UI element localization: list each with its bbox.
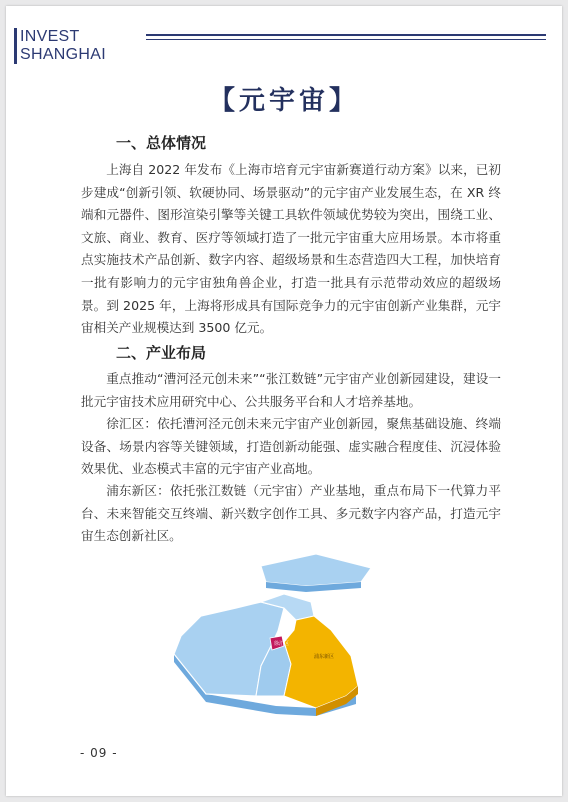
brand-accent-bar [14, 28, 17, 64]
pudong-paragraph: 浦东新区：依托张江数链（元宇宙）产业基地，重点布局下一代算力平台、未来智能交互终端、新兴数字创作工具、多元数字内容产品，打造元宇宙生态创新社区。 [81, 483, 501, 544]
header-rule-thin [146, 39, 546, 40]
map-pudong [284, 616, 358, 708]
page-title: 【元宇宙】 [208, 86, 359, 116]
page-number: - 09 - [80, 746, 118, 760]
section-heading-overview: 一、总体情况 [116, 134, 207, 152]
map-label-pudong: 浦东新区 [314, 654, 335, 660]
brand-line-2: SHANGHAI [20, 46, 106, 63]
section-heading-layout: 二、产业布局 [116, 344, 207, 362]
shanghai-district-map [166, 546, 386, 726]
overview-paragraph: 上海自 2022 年发布《上海市培育元宇宙新赛道行动方案》以来，已初步建成“创新引领、软硬协同、场景驱动”的元宇宙产业发展生态，在 XR 终端和元器件、图形渲染引擎等关键工具软件领域优势较为突出，围绕工业、文旅、商业、教育、医疗等领域打造了一批元宇宙重大应用场景。本市将重点实施技术产品创新、数字内容、超级场景和生态营造四大工程，加快培育一批有影响力的元宇宙独角兽企业，打造一批具有示范带动效应的超级场景。到 2025 年，上海将形成具有国际竞争力的元宇宙创新产业集群，元宇宙相关产业规模达到 3500 亿元。 [81, 162, 501, 336]
xuhui-paragraph: 徐汇区：依托漕河泾元创未来元宇宙产业创新园，聚焦基础设施、终端设备、场景内容等关键领域，打造创新动能强、虚实融合程度佳、沉浸体验效果优、业态模式丰富的元宇宙产业高地。 [81, 416, 501, 477]
brand-logo [20, 28, 106, 64]
brand-line-1: INVEST [20, 28, 80, 45]
layout-intro-paragraph: 重点推动“漕河泾元创未来”“张江数链”元宇宙产业创新园建设，建设一批元宇宙技术应用研究中心、公共服务平台和人才培养基地。 [81, 371, 501, 409]
header-rule [146, 34, 546, 36]
document-page [6, 6, 562, 796]
map-chongming [261, 554, 371, 586]
map-label-xuhui: 徐汇区 [274, 641, 290, 647]
